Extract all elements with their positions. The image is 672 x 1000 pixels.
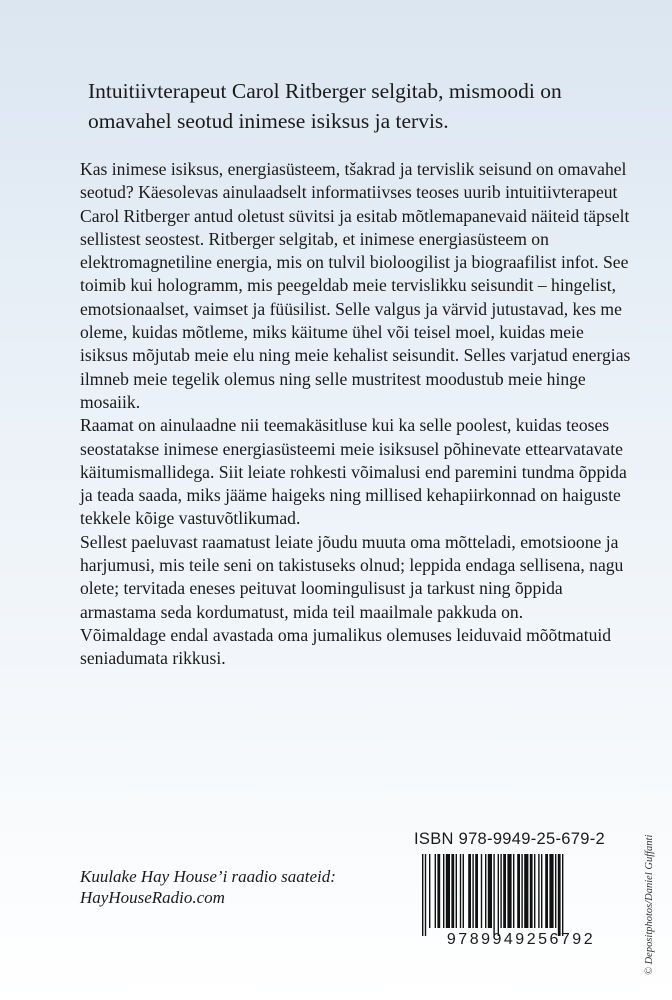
description	[80, 158, 635, 671]
barcode-icon	[418, 854, 624, 936]
paragraph-4: Võimaldage endal avastada oma jumalikus olemuses leiduvaid mõõtmatuid seniadumata rikkusi.	[80, 624, 612, 669]
barcode-number: 9789949256792	[446, 931, 596, 948]
radio-promo	[80, 866, 336, 908]
promo-link: HayHouseRadio.com	[80, 888, 225, 907]
photo-credit: © Depositphotos/Daniel Guffanti	[644, 834, 655, 975]
paragraph-2: Raamat on ainulaadne nii teemakäsitluse kui ka selle poolest, kuidas teoses seostatakse inimese energiasüsteemi meie isiksusel põhinevate ettearvatavate käitumismallidega. Siit leiate rohkesti võimalusi end paremini tundma õppida ja teada saada, miks jääme haigeks ning millised kehapiirkonnad on haiguste tekkele kõige vastuvõtlikumad.	[80, 415, 627, 529]
paragraph-3: Sellest paeluvast raamatust leiate jõudu muuta oma mõtteladi, emotsioone ja harjumusi, mis teile seni on takistuseks olnud; leppida endaga sellisena, nagu olete; tervitada eneses peituvat loomingulisust ja tarkust ning õppida armastama seda kordumatust, mida teil maailmale pakkuda on.	[80, 531, 624, 622]
intro-text: Intuitiivterapeut Carol Ritberger selgitab, mismoodi on omavahel seotud inimese isiksus ja tervis.	[88, 79, 562, 133]
isbn-label: ISBN 978-9949-25-679-2	[414, 830, 605, 848]
promo-line-1: Kuulake Hay House’i raadio saateid:	[80, 867, 336, 886]
barcode-block	[412, 830, 630, 956]
paragraph-1: Kas inimese isiksus, energiasüsteem, tšakrad ja tervislik seisund on omavahel seotud? Käesolevas ainulaadselt informatiivses teoses uurib intuitiivterapeut Carol Ritberger antud oletust süvitsi ja esitab mõtlemapanevaid näiteid täpselt sellistest seostest. Ritberger selgitab, et inimese energiasüsteem on elektromagnetiline energia, mis on tulvil bioloogilist ja biograafilist infot. See toimib kui hologramm, mis peegeldab meie tervislikku seisundit – hingelist, emotsionaalset, vaimset ja füüsilist. Selle valgus ja värvid jutustavad, kes me oleme, kuidas mõtleme, miks käitume ühel või teisel moel, kuidas meie isiksus mõjutab meie elu ning meie kehalist seisundit. Selles varjatud energias ilmneb meie tegelik olemus ning selle mustritest moodustub meie hinge mosaiik.	[80, 159, 631, 412]
